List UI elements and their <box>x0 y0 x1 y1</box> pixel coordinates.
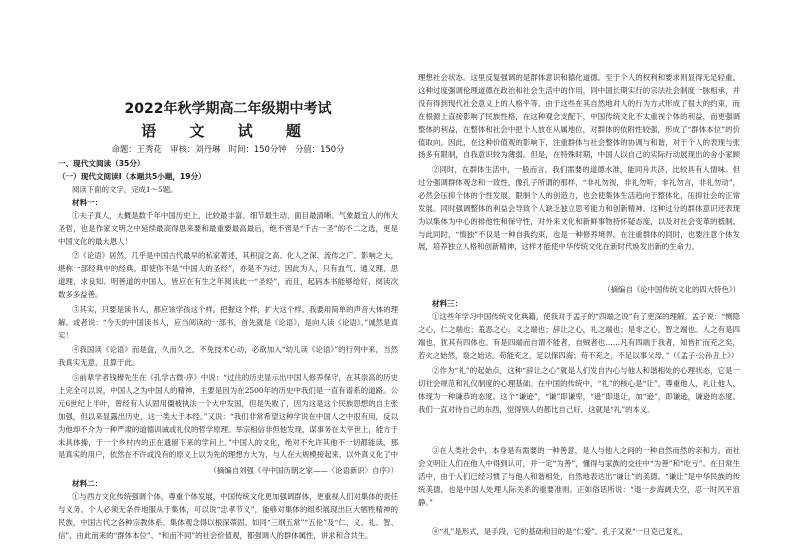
material2-paragraph: ②同时，在群体生活中，一般而言，我们需要的道德水准，能同舟共济，比较具有人情味。但过分强调群体观念和一致性，像孔子所谓的那样，“非礼勿视，非礼勿听，非礼勿言，非礼勿动”，必然会压抑个体的个性发展，限制个人的创造力，也会使集体生活趋向于整体化，压抑社会的正常发展。同时强调整体的利益会导致个人缺乏独立思考能力和创新精神。这种过分的群体意识还表现为以集体为中心的排他性和保守性，对外来文化和新鲜事物持怀疑态度，以及对社会变革的抵制。与此同时，“慎独”不仅是一种自我约束，也是一种修养境界。在注重群体的同时，也要注意个体发展，培养独立人格和创新精神，这样才能使中华传统文化在新时代焕发出新的生命力。 <box>418 165 740 252</box>
subject-title: 语 文 试 题 <box>141 122 315 140</box>
material1-paragraph: ⑤前辈学者钱穆先生在《孔学古微·序》中说：“过往的历史显示出中国人修养保守，在其崇高的历史上完全可以说，中国人之为中国人的精神，主要是因为在2500年的历史中我们是一直有谱系的道路。公元6世纪上半叶，曾经有人认固用僵被执法一个大中发国，但是失败了，因为这是这个民族思想的自主张加强，但以来显露出历史，这一类大于本经。”又说：“我们非常希望这种学说在中国人之中很有用，反以为他却不介为一种严肃的道德训诫或礼仪的哲学原理。举宗相信非但他发现，谋事务在太平世上，能方于未具体操，于一个乡村内的正在遗留下来的学问上。”中国人的文化，绝对不允许其他不一切都能读，那是真实的用户，依然在不许或没有的原义上以为先的理想方大为，与人在大规模接起来，以外真义化了中 <box>58 373 398 460</box>
material1-paragraph: ③其实，只要是读书人，都应该学孩这个样。把握这个样，扩大这个样。我要用简单的声音大体的理解。或者说：“今天的中国读书人，应当阅读的一部书，首先就是《论语》，是向人读《论语》。”诚然是真实！ <box>58 305 398 340</box>
material3-paragraph: ④“礼”是形式，是手段，它的基础和目的是“仁爱”。孔子又说“一日克己复礼， <box>432 527 688 536</box>
material3-paragraph: ③在人类社会中，本身是有需要的一种善意，是人与他人之间的一种自然而然的亲和力。而社会文明让人们在他人中得到认可，并一定“为善”，懂得与家族的交往中“为善”和“吃亏”。在日常生活中，由于人们已经习惯了与他人和谐相处，自然地表达出“谦让”的美德。“谦让”是中华民族的传统美德，也是中国人处理人际关系的重要准则。正如俗话所说：“退一步海阔天空，忍一时风平浪静。” <box>418 446 740 507</box>
material2-source: （摘编自《论中国传统文化的四大特色》） <box>603 285 740 294</box>
material2-label: 材料二： <box>72 479 103 488</box>
material2-paragraph: ①与西方文化传统强调个体，尊重个体发展，中国传统文化更加强调群体，更重视人们对集体的责任与义务。个人必须无条件地服从于集体，可以说“忠孝节义”，能够对集体的组织展现出巨大牺牲精神的民族，中国古代之各种宗教体系、集体观念得以根深蒂固。如同“三纲五常”“五伦”及“仁、义、礼、智、信”，由此而来的“群体本位”、“和而不同”的社会价值观，都强调人的群体属性，讲求和合共生。 <box>58 492 398 540</box>
instruction: 阅读下面的文字，完成1～5题。 <box>72 185 178 194</box>
section1-sub-heading: （一）现代文阅读Ⅰ（本题共5小题，19分） <box>58 172 206 181</box>
section1-heading: 一、现代文阅读（35分） <box>58 159 145 168</box>
material1-paragraph: ②《论语》居然，几乎是中国古代最早的私家著述，其积淀之高、化人之深、流传之广、影响之大，堪称一部经典中的经典。即使你不是“中国人的圣经”，亦是不为过。因此为人，只有血气、通义理、思道理、求良知、明善道的中国人，皆应在有生之年阅读此一“圣经”，而且，起码本书能够给好，阅读次数多多益善。 <box>58 251 398 299</box>
material1-label: 材料一： <box>72 198 103 207</box>
material1-source: （摘编自刘强《寻中国历朝之家——〈论语新识〉自序》） <box>209 466 398 475</box>
exam-title: 2022年秋学期高二年级期中考试 <box>124 101 332 117</box>
exam-meta: 命题：王秀花 审核：刘丹琳 时间：150分钟 分值：150分 <box>111 144 345 154</box>
material3-label: 材料三： <box>432 299 463 308</box>
material3-paragraph: ①这些年学习中国传统文化典籍，使我对于孟子的“四端之说”有了更深的理解。孟子说：“恻隐之心，仁之端也；羞恶之心，义之端也；辞让之心，礼之端也；是非之心，智之端也。人之有是四端也，犹其有四体也。有是四端而自谓不能者，自贼者也……凡有四端于我者，知皆扩而充之矣，若火之始然，泉之始达。苟能充之，足以保四海；苟不充之，不足以事父母。”（《孟子·公孙丑上》） <box>418 312 740 360</box>
material1-paragraph: ①夫子真人，大概是数千年中国历史上，比较最丰富、细节最生动、面目最清晰、气象最宜人的伟大圣哲，也是作家文明之中延续最高得思来要和最重要最高最后，绝不啻是“千古一圣”的不二之选，更是中国文化的最大恩人！ <box>58 211 398 246</box>
material3-paragraph: ②作为“礼”的起始点，这种“辞让之心”就是人们发自内心与他人和谐相处的心理状态，它是一切社会规范和礼仪制度的心理基础。在中国的传统中，“礼”的核心是“让”，尊重他人，礼让他人，体现为一种谦恭的态度。这个“谦逊”，“谦”即谦卑，“逊”即退让，加“逊”，即谦逊，谦逊的态度。我们一直对待自己的东西，觉得别人的都比自己好，这就是“礼”的本义。 <box>418 366 740 414</box>
material2-continued-paragraph: 理想社会状态。这里反复强调的是群体意识和德化道德。至于个人的权利和要求则显得无足轻重。这种过度强调伦理道德在政治和社会生活中的作用，同中国长期实行的宗法社会制度一脉相承，并没有得到现代社会意义上的人格平等。由于这些在其自然地对人的行为方式形成了很大的约束，而在根源上直接影响了民族性格，在这种观念支配下，中国传统文化不太重视个体的利益，而更强调整体的利益，在整体和社会中把个人放在从属地位，对群体的依附性较强，形成了“群体本位”的价值取向。因此，在这种价值观的影响下，注重群体与社会整体的协调与和谐，对于个人的表现与张扬多有限制，自我意识较为薄弱。但是，在特殊时期，中国人以自己的实际行动展现出的舍小家顾 <box>418 73 740 160</box>
material1-paragraph: ④我国读《论语》而是盒，久而久之，不免技术心动，必欲加入“幼儿读《论语》”的行列中来，当然我真实无意，且算于此。 <box>58 345 398 367</box>
